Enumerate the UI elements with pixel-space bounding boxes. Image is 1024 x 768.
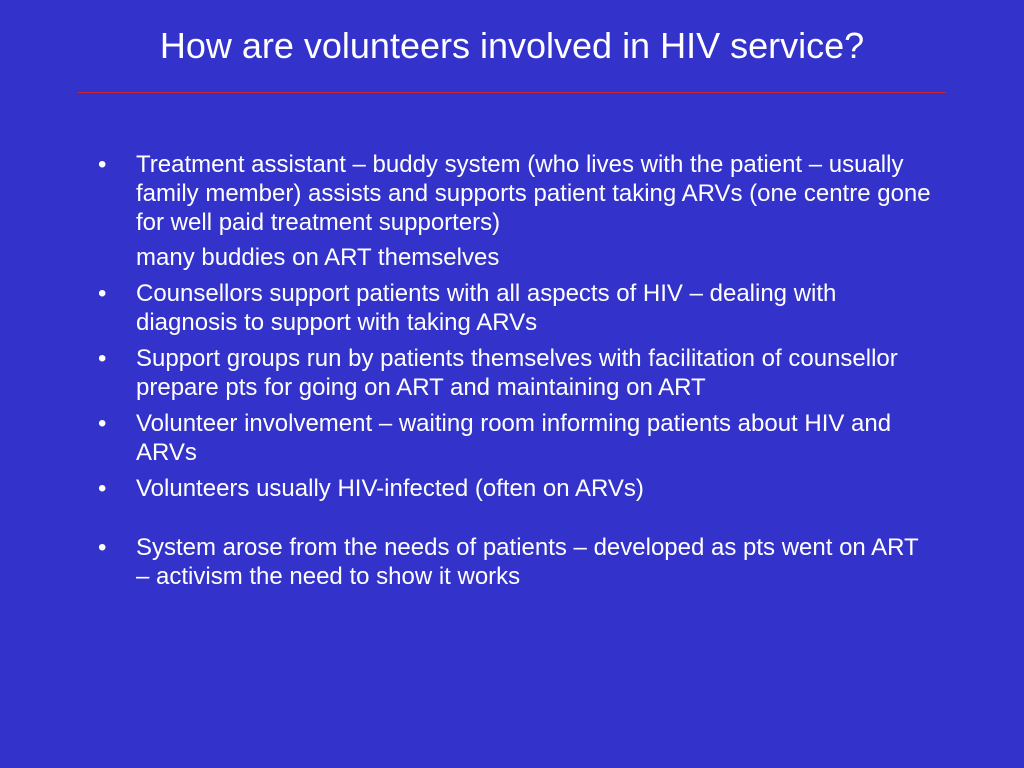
bullet-marker: • <box>98 345 107 372</box>
bullet-continuation-buddies <box>98 243 938 272</box>
slide-title: How are volunteers involved in HIV service? <box>159 25 865 66</box>
bullet-marker: • <box>98 280 107 307</box>
bullet-marker: • <box>98 151 107 178</box>
bullet-text: Support groups run by patients themselves with facilitation of counsellor prepare pts for going on ART and maintaining on ART <box>136 345 898 401</box>
bullet-item-system-arose <box>98 533 938 591</box>
bullet-text: Volunteers usually HIV-infected (often on ARVs) <box>136 475 644 502</box>
bullet-item-treatment-assistant <box>98 150 938 237</box>
title-divider <box>78 92 946 93</box>
bullet-item-volunteer-involvement <box>98 409 938 467</box>
bullet-item-counsellors <box>98 279 938 337</box>
bullet-item-volunteers-hiv <box>98 474 938 503</box>
bullet-marker: • <box>98 475 107 502</box>
bullet-text: System arose from the needs of patients – developed as pts went on ART – activism the need to show it works <box>136 534 919 590</box>
bullet-text: Volunteer involvement – waiting room informing patients about HIV and ARVs <box>136 410 892 466</box>
bullet-marker: • <box>98 410 107 437</box>
bullet-list <box>98 150 938 598</box>
bullet-item-support-groups <box>98 344 938 402</box>
bullet-text: Treatment assistant – buddy system (who lives with the patient – usually family member) assists and supports patient taking ARVs (one centre gone for well paid treatment supporters) <box>136 151 931 236</box>
continuation-text: many buddies on ART themselves <box>136 244 500 271</box>
bullet-marker: • <box>98 534 107 561</box>
bullet-text: Counsellors support patients with all aspects of HIV – dealing with diagnosis to support with taking ARVs <box>136 280 837 336</box>
